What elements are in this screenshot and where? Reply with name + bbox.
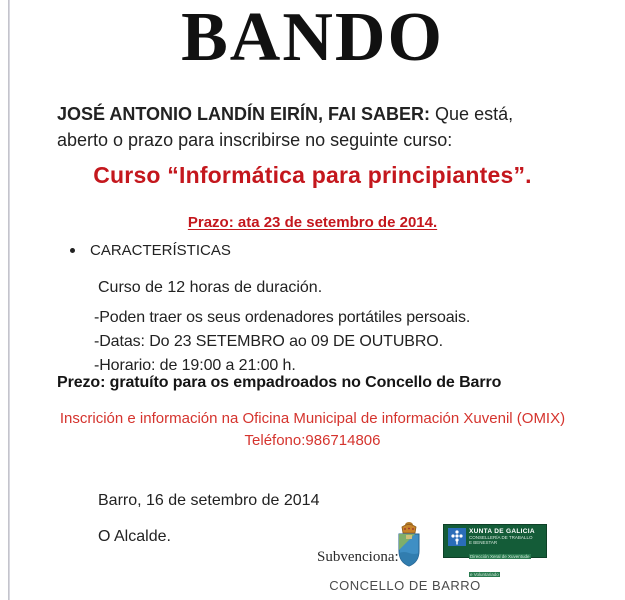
characteristics-label: CARACTERÍSTICAS bbox=[90, 242, 231, 259]
sponsor-label: Subvenciona: bbox=[317, 549, 399, 565]
xunta-emblem-icon bbox=[448, 528, 466, 546]
xunta-de-galicia-logo bbox=[443, 524, 547, 577]
course-details-list bbox=[94, 306, 470, 378]
detail-item-dates: -Datas: Do 23 SETEMBRO ao 09 DE OUTUBRO. bbox=[94, 333, 443, 350]
intro-paragraph bbox=[57, 101, 602, 153]
xunta-direccion-line1: Dirección Xeral de Xuventude bbox=[470, 554, 530, 559]
xunta-conselleria-line1: CONSELLERÍA DE TRABALLO bbox=[469, 535, 533, 540]
xunta-logo-text bbox=[469, 525, 535, 581]
price-line: Prezo: gratuíto para os empadroados no Concello de Barro bbox=[57, 374, 502, 391]
registration-phone: Teléfono:986714806 bbox=[244, 432, 381, 449]
intro-announcer: JOSÉ ANTONIO LANDÍN EIRÍN, FAI SABER: bbox=[57, 104, 431, 124]
xunta-conselleria-line2: E BENESTAR bbox=[469, 540, 498, 545]
intro-line2: aberto o prazo para inscribirse no seguinte curso: bbox=[57, 130, 453, 150]
deadline-line: Prazo: ata 23 de setembro de 2014. bbox=[187, 214, 438, 231]
xunta-name: XUNTA DE GALICIA bbox=[469, 528, 535, 535]
footer-organization: CONCELLO DE BARRO bbox=[329, 578, 481, 593]
concello-de-barro-crest-icon bbox=[394, 521, 424, 569]
page-title: BANDO bbox=[181, 0, 444, 76]
page-left-edge bbox=[8, 0, 10, 600]
bullet-icon bbox=[70, 248, 75, 253]
xunta-direccion-line2: e Voluntariado bbox=[470, 572, 499, 577]
detail-item-schedule: -Horario: de 19:00 a 21:00 h. bbox=[94, 357, 296, 374]
signer-line: O Alcalde. bbox=[98, 528, 171, 545]
registration-info bbox=[0, 408, 625, 452]
characteristics-heading bbox=[70, 242, 231, 259]
date-place-line: Barro, 16 de setembro de 2014 bbox=[98, 492, 320, 509]
course-duration: Curso de 12 horas de duración. bbox=[98, 279, 323, 296]
registration-line1: Inscrición e información na Oficina Municipal de información Xuvenil (OMIX) bbox=[59, 410, 566, 427]
detail-item-laptops: -Poden traer os seus ordenadores portátiles persoais. bbox=[94, 309, 471, 326]
course-title: Curso “Informática para principiantes”. bbox=[93, 162, 532, 188]
intro-lead: Que está, bbox=[430, 104, 514, 124]
